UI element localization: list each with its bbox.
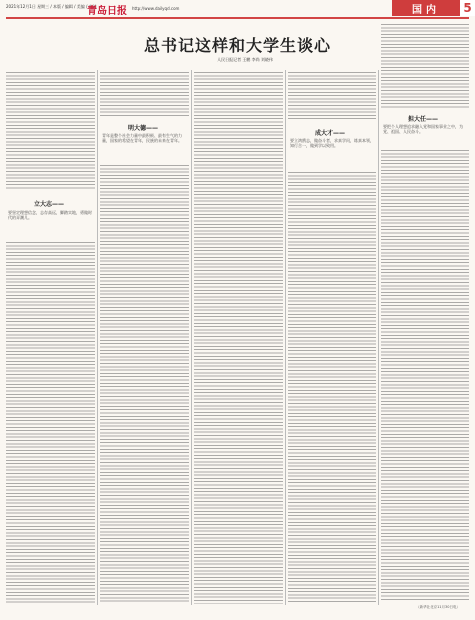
subhead-mission: 担大任—— — [408, 116, 439, 123]
subhead-ambition: 立大志—— — [34, 201, 65, 208]
pullquote-mission: 要把个人理想追求融入党和国家事业之中，为党、祖国、人民奋斗。 — [383, 124, 463, 135]
section-label: 国内 — [392, 0, 460, 16]
pullquote-talent: 要立鸿鹄志，做奋斗者，求真学问，练真本领，知行合一，做到学以致用。 — [290, 138, 374, 149]
newspaper-logo: 青岛日报 — [87, 6, 127, 17]
pullquote-ambition: 要坚定理想信念，志存高远，脚踏实地，勇做时代的弄潮儿。 — [8, 210, 92, 221]
column-divider — [378, 70, 379, 605]
body-text-block — [100, 165, 189, 604]
body-text-block — [6, 242, 95, 604]
body-text-block — [288, 172, 376, 604]
body-text-block — [6, 72, 95, 190]
subhead-talent: 成大才—— — [315, 130, 346, 137]
body-text-block — [381, 150, 469, 602]
subhead-virtue: 明大德—— — [128, 125, 159, 132]
article-footer: （新华社北京11月30日电） — [416, 605, 460, 609]
body-text-block — [288, 72, 376, 120]
page-number: 5 — [460, 0, 475, 16]
issue-meta: 2021年12月1日 星期三 / 本版 / 编辑 / 美编 / 审读 — [6, 4, 97, 9]
website-url[interactable]: http://www.dailyqd.com — [132, 6, 180, 11]
body-text-block — [381, 24, 469, 110]
pullquote-virtue: 青年是整个社会力量中最积极、最有生气的力量，国家的希望在青年，民族的未来在青年。 — [102, 133, 182, 144]
body-text-block — [194, 72, 283, 604]
article-byline: 人民日报记者 王鹏 李尚 刘晓伟 — [217, 57, 273, 62]
column-divider — [285, 70, 286, 605]
body-text-block — [100, 72, 189, 117]
article-headline: 总书记这样和大学生谈心 — [143, 36, 331, 55]
column-divider — [191, 70, 192, 605]
masthead-rule — [6, 17, 469, 19]
column-divider — [97, 70, 98, 605]
